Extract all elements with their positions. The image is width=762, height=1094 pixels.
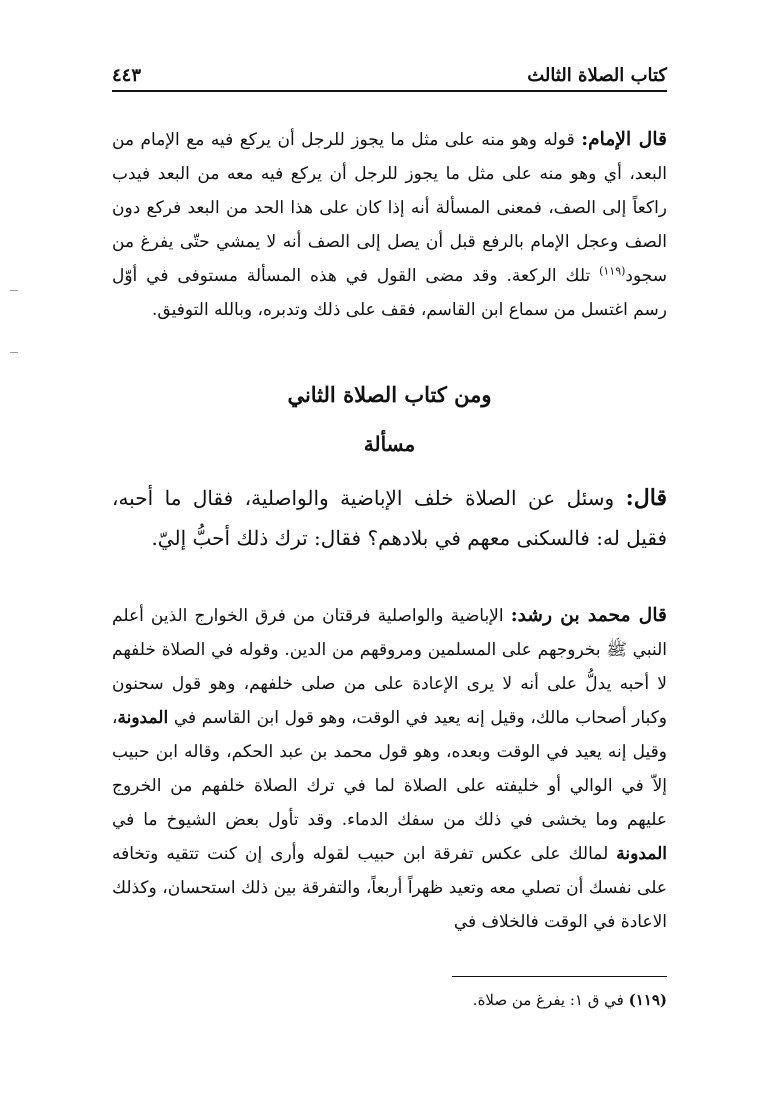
book-title-mudawwana: المدونة xyxy=(117,708,169,728)
paragraph-lead: قال الإمام: xyxy=(581,128,668,150)
margin-tick xyxy=(10,352,18,353)
footnote-rule xyxy=(452,976,667,977)
paragraph-commentary-imam xyxy=(112,122,667,327)
paragraph-text: تلك الركعة. وقد مضى القول في هذه المسألة مستوفى في أوّل رسم اغتسل من سماع ابن القاسم، فقف على ذلك وتدبره، وبالله التوفيق. xyxy=(112,266,667,320)
paragraph-text: وسئل عن الصلاة خلف الإباضية والواصلية، فقال ما أحبه، فقيل له: فالسكنى معهم في بلادهم؟ فقال: ترك ذلك أحبُّ إليّ. xyxy=(112,486,667,550)
book-title-mudawwana: المدونة xyxy=(616,844,667,864)
footnote-number: (١١٩) xyxy=(628,991,667,1009)
page-header xyxy=(112,60,667,90)
paragraph-text: لمالك على عكس تفرقة ابن حبيب لقوله وأرى إن كنت تتقيه وتخافه على نفسك أن تصلي معه وتعيد ظهراً أربعاً، والتفرقة بين ذلك استحسان، وكذلك الاعادة في الوقت فالخلاف في xyxy=(112,844,667,932)
paragraph-lead: قال: xyxy=(625,485,667,511)
page-number: ٤٤٣ xyxy=(112,64,142,86)
paragraph-commentary-ibn-rushd xyxy=(112,598,667,939)
paragraph-text: قوله وهو منه على مثل ما يجوز للرجل أن يركع فيه مع الإمام من البعد، أي وهو منه على مثل ما يجوز للرجل أن يركع فيه معه من البعد فيدب راكعاً إلى الصف، فمعنى المسألة أنه إذا كان على هذا الحد من البعد فركع دون الصف وعجل الإمام بالرفع قبل أن يصل إلى الصف أنه لا يمشي حتّى يفرغ من سجود xyxy=(112,130,667,286)
header-rule xyxy=(112,90,667,92)
paragraph-text: ، وقيل إنه يعيد في الوقت وبعده، وهو قول محمد بن عبد الحكم، وقاله ابن حبيب إلاّ في الوالي أو خليفته على الصلاة لما في ترك الصلاة خلفهم من الخروج عليهم وما يخشى في ذلك من سفك الدماء. وقد تأول بعض الشيوخ ما في xyxy=(112,708,667,830)
footnote-reference: (١١٩) xyxy=(599,264,626,278)
footnote-text: في ق ١: يفرغ من صلاة. xyxy=(472,991,629,1009)
paragraph-text: الإباضية والواصلية فرقتان من فرق الخوارج الذين أعلم النبي ﷺ بخروجهم على المسلمين ومروقهم من الدين. وقوله في الصلاة خلفهم لا أحبه يدلُّ على أنه لا يرى الإعادة على من صلى خلفهم، وهو قول سحنون وكبار أصحاب مالك، وقيل إنه يعيد في الوقت، وهو قول ابن القاسم في xyxy=(112,606,667,728)
paragraph-matn xyxy=(112,478,667,558)
footnote xyxy=(300,988,667,1012)
running-title: كتاب الصلاة الثالث xyxy=(527,64,667,86)
margin-tick xyxy=(10,290,18,291)
paragraph-lead: قال محمد بن رشد: xyxy=(510,604,667,626)
issue-heading: مسألة xyxy=(363,432,416,456)
section-heading: ومن كتاب الصلاة الثاني xyxy=(287,382,492,407)
